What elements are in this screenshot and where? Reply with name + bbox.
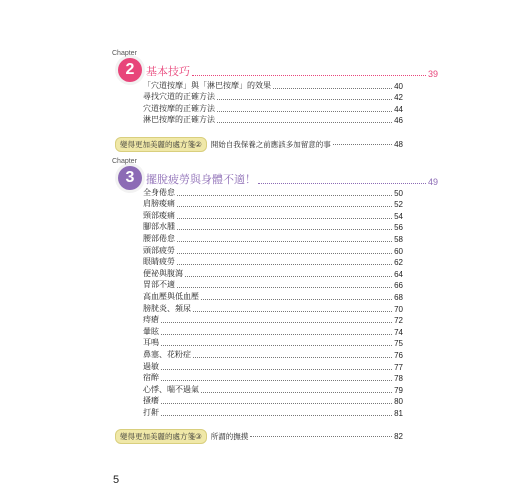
leader-dots	[177, 264, 392, 265]
toc-entry[interactable]	[143, 395, 403, 407]
entry-label: 高血壓與低血壓	[143, 291, 199, 301]
leader-dots	[177, 287, 392, 288]
toc-entry[interactable]	[143, 209, 403, 221]
toc-entry[interactable]	[143, 348, 403, 360]
entry-label: 痔瘡	[143, 315, 159, 325]
tip-text: 開始自我保養之前應該多加留意的事	[210, 140, 331, 149]
entry-label: 打鼾	[143, 407, 159, 417]
entry-label: 頭部疲勞	[143, 245, 175, 255]
entry-label: 過敏	[143, 361, 159, 371]
leader-dots	[193, 311, 392, 312]
entry-label: 尋找穴道的正確方法	[143, 92, 215, 102]
leader-dots	[217, 99, 392, 100]
leader-dots	[161, 345, 392, 346]
tip-badge: 變得更加美麗的處方箋③	[115, 429, 207, 444]
leader-dots	[177, 218, 392, 219]
chapter-title-row[interactable]	[146, 171, 438, 187]
entry-page: 56	[394, 223, 403, 233]
leader-dots	[217, 122, 392, 123]
leader-dots	[250, 436, 392, 437]
chapter-page: 49	[427, 177, 438, 187]
entry-label: 眼睛疲勞	[143, 257, 175, 267]
toc-entry[interactable]	[143, 114, 403, 126]
entry-page: 79	[394, 385, 403, 395]
entry-page: 40	[394, 81, 403, 91]
entry-page: 81	[394, 408, 403, 418]
entry-label: 鼻塞、花粉症	[143, 349, 191, 359]
chapter-3-entries	[143, 186, 403, 418]
chapter-title: 擺脫疲勞與身體不適！	[146, 173, 256, 186]
toc-entry[interactable]	[143, 256, 403, 268]
entry-page: 80	[394, 397, 403, 407]
entry-page: 68	[394, 292, 403, 302]
entry-label: 胃部不適	[143, 280, 175, 290]
toc-entry[interactable]	[143, 372, 403, 384]
toc-entry[interactable]	[143, 244, 403, 256]
toc-entry[interactable]	[143, 221, 403, 233]
chapter-2-tip[interactable]	[115, 137, 403, 152]
entry-label: 「穴道按摩」與「淋巴按摩」的效果	[143, 80, 271, 90]
tip-text: 所謂的撫摸	[210, 432, 249, 441]
entry-page: 66	[394, 281, 403, 291]
entry-label: 淋巴按摩的正確方法	[143, 115, 215, 125]
toc-entry[interactable]	[143, 232, 403, 244]
page-number: 5	[113, 474, 120, 486]
entry-page: 50	[394, 188, 403, 198]
entry-label: 頸部痠痛	[143, 210, 175, 220]
entry-label: 便祕與腹瀉	[143, 268, 183, 278]
entry-page: 76	[394, 350, 403, 360]
chapter-number-badge: 3	[118, 166, 142, 190]
tip-badge: 變得更加美麗的處方箋②	[115, 137, 207, 152]
entry-label: 暈眩	[143, 326, 159, 336]
toc-entry[interactable]	[143, 360, 403, 372]
leader-dots	[161, 415, 392, 416]
chapter-label: Chapter	[112, 50, 137, 57]
leader-dots	[177, 253, 392, 254]
entry-label: 心悸、喘不過氣	[143, 384, 199, 394]
entry-label: 宿醉	[143, 373, 159, 383]
toc-entry[interactable]	[143, 186, 403, 198]
entry-label: 搔癢	[143, 396, 159, 406]
entry-label: 耳鳴	[143, 338, 159, 348]
entry-page: 52	[394, 200, 403, 210]
entry-page: 78	[394, 374, 403, 384]
toc-entry[interactable]	[143, 102, 403, 114]
entry-page: 44	[394, 104, 403, 114]
tip-page: 48	[394, 140, 403, 149]
entry-page: 72	[394, 316, 403, 326]
entry-page: 75	[394, 339, 403, 349]
entry-page: 70	[394, 304, 403, 314]
leader-dots	[201, 299, 392, 300]
leader-dots	[258, 183, 426, 184]
leader-dots	[273, 88, 392, 89]
leader-dots	[161, 380, 392, 381]
entry-label: 腳部水腫	[143, 222, 175, 232]
leader-dots	[217, 111, 392, 112]
chapter-2-entries	[143, 79, 403, 125]
chapter-title: 基本技巧	[146, 65, 190, 78]
entry-page: 74	[394, 327, 403, 337]
leader-dots	[177, 206, 392, 207]
entry-label: 膀胱炎、頻尿	[143, 303, 191, 313]
chapter-label: Chapter	[112, 158, 137, 165]
entry-page: 46	[394, 116, 403, 126]
toc-entry[interactable]	[143, 267, 403, 279]
toc-entry[interactable]	[143, 406, 403, 418]
entry-label: 穴道按摩的正確方法	[143, 103, 215, 113]
leader-dots	[333, 144, 392, 145]
entry-page: 64	[394, 269, 403, 279]
leader-dots	[161, 322, 392, 323]
leader-dots	[193, 357, 392, 358]
leader-dots	[192, 75, 426, 76]
entry-page: 54	[394, 211, 403, 221]
leader-dots	[161, 403, 392, 404]
entry-page: 42	[394, 93, 403, 103]
entry-label: 肩膀痠痛	[143, 199, 175, 209]
chapter-3-tip[interactable]	[115, 429, 403, 444]
entry-page: 58	[394, 234, 403, 244]
tip-page: 82	[394, 432, 403, 441]
entry-label: 腰部倦怠	[143, 233, 175, 243]
toc-entry[interactable]	[143, 337, 403, 349]
leader-dots	[177, 195, 392, 196]
entry-page: 77	[394, 362, 403, 372]
toc-entry[interactable]	[143, 279, 403, 291]
toc-entry[interactable]	[143, 325, 403, 337]
leader-dots	[177, 241, 392, 242]
leader-dots	[201, 392, 392, 393]
entry-label: 全身倦怠	[143, 187, 175, 197]
toc-entry[interactable]	[143, 302, 403, 314]
leader-dots	[161, 334, 392, 335]
entry-page: 62	[394, 258, 403, 268]
toc-entry[interactable]	[143, 314, 403, 326]
leader-dots	[185, 276, 392, 277]
leader-dots	[177, 229, 392, 230]
toc-entry[interactable]	[143, 290, 403, 302]
leader-dots	[161, 369, 392, 370]
entry-page: 60	[394, 246, 403, 256]
chapter-page: 39	[427, 69, 438, 79]
toc-entry[interactable]	[143, 383, 403, 395]
chapter-title-row[interactable]	[146, 63, 438, 79]
toc-entry[interactable]	[143, 198, 403, 210]
toc-entry[interactable]	[143, 91, 403, 103]
chapter-number-badge: 2	[118, 58, 142, 82]
toc-entry[interactable]	[143, 79, 403, 91]
